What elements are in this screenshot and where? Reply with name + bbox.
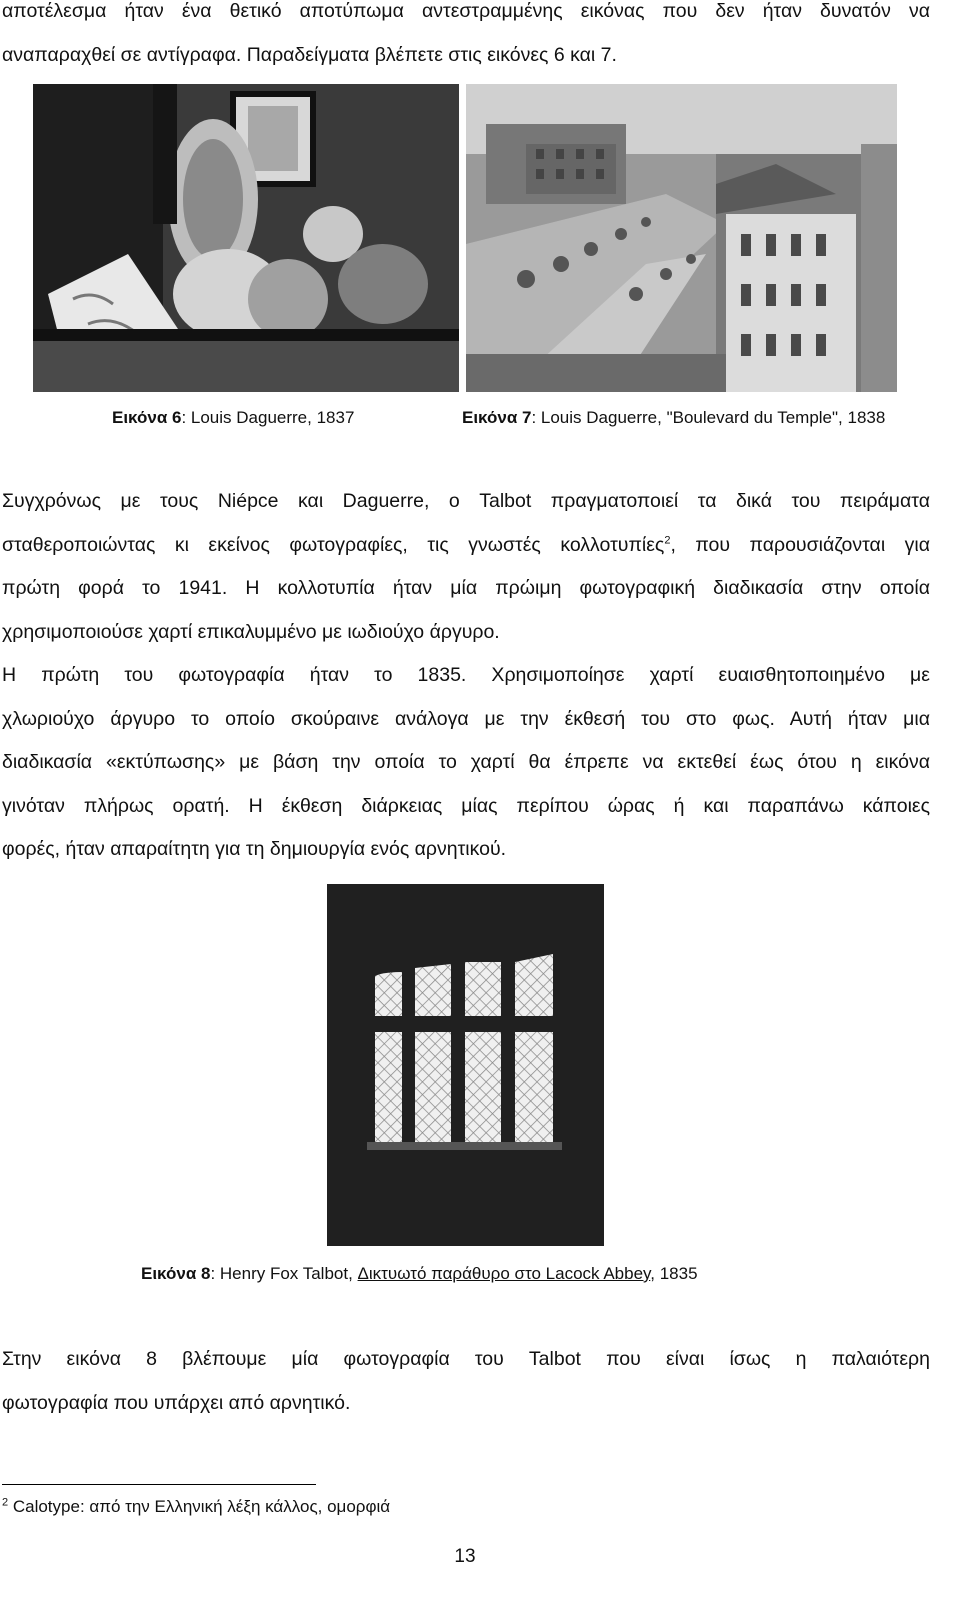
figure6-label: Εικόνα 6 (112, 408, 182, 427)
paragraph-line: διαδικασία «εκτύπωσης» με βάση την οποία το χαρτί θα έπρεπε να εκτεθεί έως ότου η εικόνα (2, 751, 930, 773)
figure6-caption-text: : Louis Daguerre, 1837 (181, 408, 355, 427)
figure8-caption-title: Δικτυωτό παράθυρο στο Lacock Abbey (357, 1264, 651, 1283)
paragraph-line: αποτέλεσμα ήταν ένα θετικό αποτύπωμα αντεστραμμένης εικόνας που δεν ήταν δυνατόν να (2, 0, 930, 22)
figure6-caption (112, 408, 354, 428)
paragraph-line: φωτογραφία που υπάρχει από αρνητικό. (2, 1391, 351, 1414)
figure8-label: Εικόνα 8 (141, 1264, 211, 1283)
paragraph-line: φορές, ήταν απαραίτητη για τη δημιουργία ενός αρνητικού. (2, 838, 507, 860)
figure7-caption (462, 408, 885, 428)
paragraph-line: γινόταν πλήρως ορατή. Η έκθεση διάρκειας μίας περίπου ώρας ή και παραπάνω κάποιες (2, 794, 930, 817)
paragraph-text: , που παρουσιάζονται για (670, 533, 931, 556)
paragraph-line: Συγχρόνως με τους Niépce και Daguerre, ο Talbot πραγματοποιεί τα δικά του πειράματα (2, 490, 930, 512)
footnote-ref: 2 (664, 534, 671, 546)
footnote-marker: 2 (2, 1496, 9, 1509)
paragraph-text: σταθεροποιώντας κι εκείνος φωτογραφίες, τις γνωστές κολλοτυπίες (2, 533, 665, 556)
paragraph-line: πρώτη φορά το 1941. Η κολλοτυπία ήταν μία πρώιμη φωτογραφική διαδικασία στην οποία (2, 577, 930, 599)
paragraph-line: Η πρώτη του φωτογραφία ήταν το 1835. Χρησιμοποίησε χαρτί ευαισθητοποιημένο με (2, 664, 930, 686)
figure8-caption-year: , 1835 (650, 1264, 698, 1283)
paragraph-figure8 (2, 1338, 930, 1425)
paragraph-line: Στην εικόνα 8 βλέπουμε μία φωτογραφία του Talbot που είναι ίσως η παλαιότερη (2, 1348, 930, 1370)
figure8-photo (327, 884, 604, 1246)
paragraph-line: χρησιμοποιούσε χαρτί επικαλυμμένο με ιωδιούχο άργυρο. (2, 620, 500, 643)
top-paragraph (2, 0, 930, 77)
page-number: 13 (454, 1546, 476, 1567)
paragraph-line: αναπαραχθεί σε αντίγραφα. Παραδείγματα βλέπετε στις εικόνες 6 και 7. (2, 43, 617, 66)
figure8-caption-text: : Henry Fox Talbot, (210, 1264, 358, 1283)
figure7-photo (466, 84, 897, 392)
paragraph-line (2, 524, 930, 568)
footnote-separator (2, 1484, 316, 1485)
figure6-photo (33, 84, 459, 392)
paragraph-line: χλωριούχο άργυρο το οποίο σκούραινε ανάλογα με την έκθεσή του στο φως. Αυτή ήταν μια (2, 707, 930, 730)
figure7-label: Εικόνα 7 (462, 408, 532, 427)
figure8-caption (141, 1264, 698, 1284)
footnote-text: Calotype: από την Ελληνική λέξη κάλλος, ομορφιά (8, 1497, 391, 1516)
figure7-caption-text: : Louis Daguerre, "Boulevard du Temple", 1838 (531, 408, 886, 427)
paragraph-talbot (2, 480, 930, 872)
footnote (2, 1497, 390, 1517)
